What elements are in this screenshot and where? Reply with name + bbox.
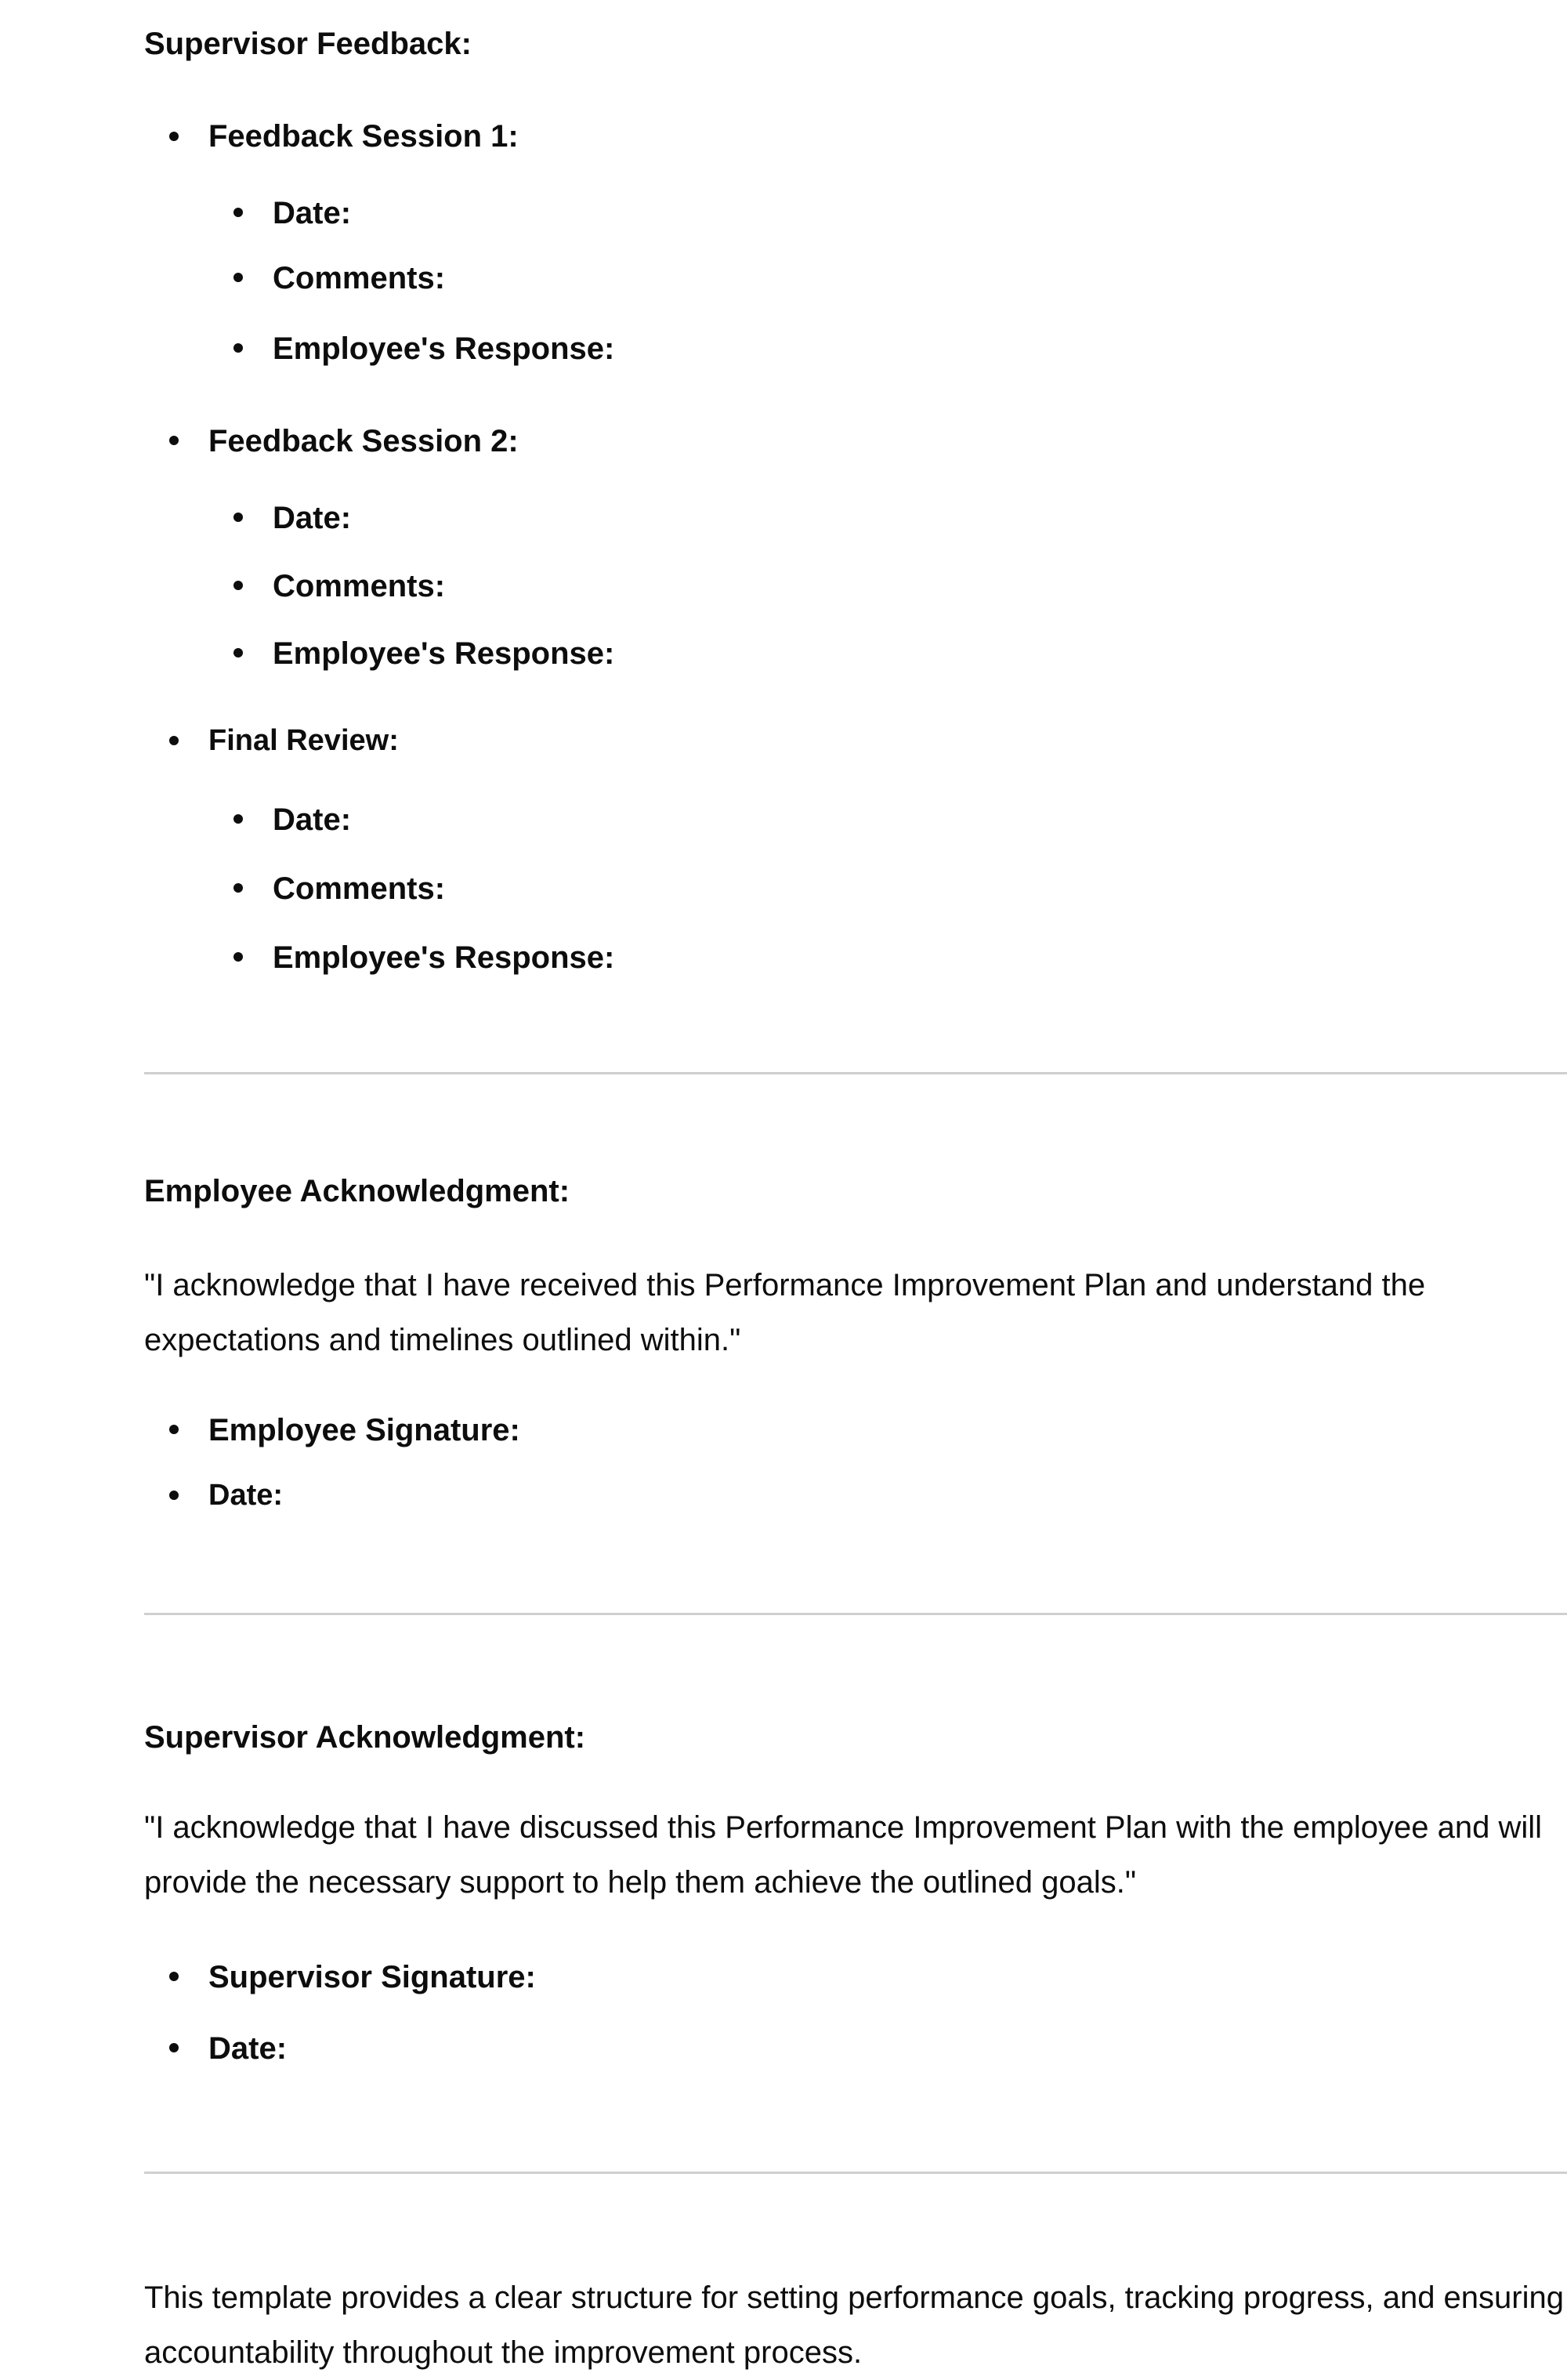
bullet-icon bbox=[169, 1972, 179, 1981]
closing-paragraph: This template provides a clear structure for setting performance goals, tracking progress, and ensuring accountability throughout the improvement process. bbox=[144, 2280, 1564, 2370]
feedback-session-1-title: Feedback Session 1: bbox=[208, 119, 519, 154]
bullet-icon bbox=[233, 273, 243, 282]
final-review-title: Final Review: bbox=[208, 724, 399, 757]
supervisor-ack-statement: "I acknowledge that I have discussed this Performance Improvement Plan with the employee and will provide the necessary support to help them achieve the outlined goals." bbox=[144, 1810, 1543, 1900]
bullet-icon bbox=[169, 132, 179, 141]
supervisor-feedback-heading: Supervisor Feedback: bbox=[144, 27, 472, 61]
employee-ack-statement: "I acknowledge that I have received this Performance Improvement Plan and understand the expectations and timelines outlined within." bbox=[144, 1268, 1426, 1357]
supervisor-signature-label: Supervisor Signature: bbox=[208, 1960, 536, 1994]
session-2-response-label: Employee's Response: bbox=[273, 636, 615, 671]
bullet-icon bbox=[169, 2043, 179, 2052]
section-divider bbox=[144, 2172, 1567, 2174]
session-1-date-label: Date: bbox=[273, 196, 352, 230]
bullet-icon bbox=[233, 343, 243, 353]
supervisor-ack-heading: Supervisor Acknowledgment: bbox=[144, 1720, 586, 1755]
bullet-icon bbox=[169, 436, 179, 445]
session-1-response-label: Employee's Response: bbox=[273, 331, 615, 366]
feedback-session-2-title: Feedback Session 2: bbox=[208, 424, 519, 458]
session-2-comments-label: Comments: bbox=[273, 569, 446, 603]
employee-signature-label: Employee Signature: bbox=[208, 1413, 520, 1447]
bullet-icon bbox=[169, 736, 179, 745]
final-review-response-label: Employee's Response: bbox=[273, 940, 615, 975]
bullet-icon bbox=[169, 1425, 179, 1434]
final-review-date-label: Date: bbox=[273, 802, 352, 837]
bullet-icon bbox=[233, 952, 243, 962]
section-divider bbox=[144, 1072, 1567, 1074]
bullet-icon bbox=[233, 648, 243, 657]
bullet-icon bbox=[233, 208, 243, 217]
bullet-icon bbox=[169, 1491, 179, 1500]
final-review-comments-label: Comments: bbox=[273, 871, 446, 906]
employee-date-label: Date: bbox=[208, 1479, 284, 1512]
bullet-icon bbox=[233, 883, 243, 893]
bullet-icon bbox=[233, 814, 243, 824]
bullet-icon bbox=[233, 513, 243, 522]
supervisor-date-label: Date: bbox=[208, 2031, 288, 2066]
bullet-icon bbox=[233, 581, 243, 590]
session-2-date-label: Date: bbox=[273, 501, 352, 535]
section-divider bbox=[144, 1613, 1567, 1615]
session-1-comments-label: Comments: bbox=[273, 261, 446, 295]
employee-ack-heading: Employee Acknowledgment: bbox=[144, 1174, 570, 1208]
